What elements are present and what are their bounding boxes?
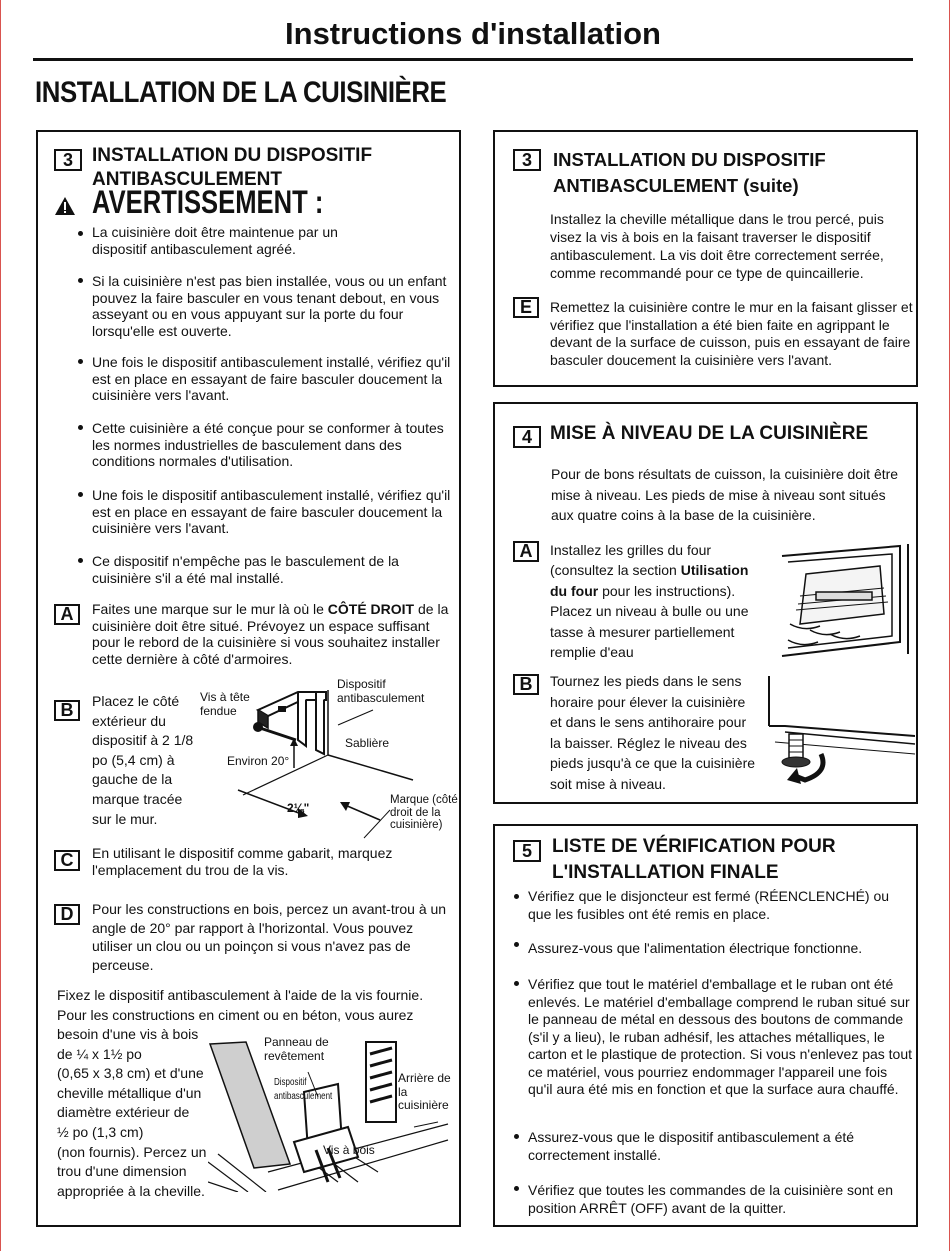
step-b-line: Tournez les pieds dans le sens — [550, 673, 742, 689]
step-a-line — [550, 560, 790, 580]
step-a-line-bold: Utilisation — [680, 562, 749, 579]
bullet-dot — [514, 981, 519, 986]
fix-line: ½ po (1,3 cm) — [57, 1123, 144, 1140]
section-title: INSTALLATION DE LA CUISINIÈRE — [35, 76, 447, 109]
step-a-bold: CÔTÉ DROIT — [327, 601, 415, 617]
checklist-item: Vérifiez que le disjoncteur est fermé (RÉENCLENCHÉ) ou que les fusibles ont été remis en place. — [528, 888, 890, 922]
step-title: INSTALLATION DU DISPOSITIF ANTIBASCULEMENT (suite) — [553, 149, 826, 196]
warning-bullet: Ce dispositif n'empêche pas le basculement de la cuisinière s'il a été mal installé. — [92, 553, 399, 586]
step-b-line: la baisser. Réglez le niveau des — [550, 734, 747, 751]
step-a-line: remplie d'eau — [550, 644, 634, 661]
step-a-text — [92, 601, 457, 667]
bullet-dot — [78, 359, 83, 364]
warning-bullet: Une fois le dispositif antibasculement installé, vérifiez qu'il est en place en essayant de faire basculer doucement la cuisinière vers l'avant. — [92, 487, 451, 536]
right-bottom-panel — [493, 824, 918, 1227]
fix-line: (non fournis). Percez un — [57, 1143, 207, 1160]
label-dispositif: Dispositif antibasculement — [337, 677, 425, 705]
page-edge-left — [0, 0, 1, 1251]
step-a-text-post: de la cuisinière doit être situé. Prévoyez un espace suffisant pour le rebord de la cuisinière si vous souhaitez installer cette dernière à côté d'armoires. — [92, 601, 449, 667]
step-b-line: pieds jusqu'à ce que la cuisinière — [550, 755, 756, 771]
label-dispositif-2: Dispositif antibasculement — [274, 1077, 333, 1102]
step-number: 3 — [54, 149, 82, 171]
label-arriere: Arrière de la cuisinière — [398, 1071, 451, 1112]
step-a-text — [550, 540, 790, 662]
step-c-text: En utilisant le dispositif comme gabarit, marquez l'emplacement du trou de la vis. — [92, 845, 393, 878]
fix-line: (0,65 x 3,8 cm) et d'une — [57, 1065, 204, 1082]
fix-line: de ¼ x 1½ po — [57, 1045, 142, 1062]
step-b-text: Placez le côté extérieur du dispositif à 2 1/8 po (5,4 cm) à gauche de la marque tracée sur le mur. — [92, 693, 194, 827]
step-letter-d: D — [54, 904, 80, 925]
step-letter-b: B — [54, 700, 80, 721]
bullet-dot — [514, 942, 519, 947]
leveling-leg-illustration — [765, 674, 915, 794]
right-middle-panel — [493, 402, 918, 804]
step-a-line-bold: du four — [550, 582, 599, 599]
warning-title: AVERTISSEMENT : — [92, 184, 324, 220]
bullet-dot — [78, 231, 83, 236]
fix-lines — [57, 1025, 217, 1201]
bullet-dot — [78, 425, 83, 430]
step-letter-a: A — [513, 541, 539, 562]
step-a-line: tasse à mesurer partiellement — [550, 623, 735, 640]
checklist-item: Assurez-vous que le dispositif antibasculement a été correctement installé. — [528, 1129, 855, 1163]
step-a-line-part: (consultez la section — [550, 562, 681, 579]
step-d-text: Pour les constructions en bois, percez un avant-trou à un angle de 20° par rapport à l'horizontal. Vous pouvez utiliser un clou ou un poinçon si vous n'avez pas de perceuse. — [92, 901, 447, 973]
label-marque: Marque (côté droit de la cuisinière) — [390, 794, 458, 831]
continuation-paragraph: Installez la cheville métallique dans le trou percé, puis visez la vis à bois en la faisant traverser le dispositif antibasculement. La vis doit être correctement serrée, comme recommandé pour ce type de quincaillerie. — [550, 211, 884, 281]
checklist-item: Vérifiez que toutes les commandes de la cuisinière sont en position ARRÊT (OFF) avant de la quitter. — [528, 1182, 893, 1216]
warning-bullet: Cette cuisinière a été conçue pour se conformer à toutes les normes industrielles de basculement dans des conditions normales d'utilisation. — [92, 420, 444, 469]
label-sabliere: Sablière — [345, 736, 390, 750]
bullet-dot — [514, 1186, 519, 1191]
step-a-line: Placez un niveau à bulle ou une — [550, 603, 749, 620]
oven-rack-illustration — [780, 544, 916, 664]
step-a-text-pre: Faites une marque sur le mur là où le — [92, 601, 328, 617]
warning-bullet: Si la cuisinière n'est pas bien installée, vous ou un enfant pouvez la faire basculer en vous tenant debout, en vous asseyant ou en vous appuyant sur la porte du four lorsqu'elle est ouverte. — [92, 273, 447, 339]
fix-line: besoin d'une vis à bois — [57, 1026, 199, 1042]
step-b-line: horaire pour élever la cuisinière — [550, 693, 746, 710]
step-number: 3 — [513, 149, 541, 171]
step-title: MISE À NIVEAU DE LA CUISINIÈRE — [550, 423, 869, 444]
step-number: 5 — [513, 840, 541, 862]
step-a-line: Installez les grilles du four — [550, 542, 712, 558]
checklist-item: Vérifiez que tout le matériel d'emballage et le ruban ont été enlevés. Le matériel d'emballage comprend le ruban situé sur le panneau de métal en dessous des boutons de commande (s'il y a lieu), le ruban adhésif, les attaches métalliques, le carton et le plastique de protection. Si vous n'enlevez pas tout ce matériel, vous pourriez endommager l'appareil une fois qu'il aura été mis en fonction et que la surface aura chauffé. — [528, 976, 913, 1097]
label-vis-a-bois: Vis à bois — [323, 1143, 375, 1157]
label-dimension: 2⅛" — [287, 801, 310, 815]
fix-line: diamètre extérieur de — [57, 1104, 190, 1121]
right-top-panel — [493, 130, 918, 387]
step-letter-a: A — [54, 604, 80, 625]
step-b-line: et dans le sens antihoraire pour — [550, 714, 747, 730]
step-title: INSTALLATION DU DISPOSITIF ANTIBASCULEMENT — [92, 145, 373, 190]
bullet-dot — [78, 558, 83, 563]
fix-line: cheville métallique d'un — [57, 1084, 202, 1101]
bullet-dot — [78, 278, 83, 283]
bullet-dot — [514, 894, 519, 899]
step-number: 4 — [513, 426, 541, 448]
step-b-text — [550, 671, 785, 794]
step-title: LISTE DE VÉRIFICATION POUR L'INSTALLATION FINALE — [552, 836, 836, 883]
left-panel — [36, 130, 461, 1227]
label-panneau: Panneau de revêtement — [264, 1035, 329, 1063]
warning-bullet: La cuisinière doit être maintenue par un dispositif antibasculement agréé. — [92, 224, 338, 257]
checklist-item: Assurez-vous que l'alimentation électrique fonctionne. — [528, 940, 863, 956]
step-a-line — [550, 581, 790, 601]
step-e-text: Remettez la cuisinière contre le mur en la faisant glisser et vérifiez que l'installation a été bien faite en agrippant le devant de la surface de cuisson, puis en essayant de faire basculer doucement la cuisinière vers l'avant. — [550, 299, 913, 368]
step-b-line: soit mise à niveau. — [550, 775, 666, 792]
step-letter-e: E — [513, 297, 539, 318]
step-a-line-part: pour les instructions). — [598, 582, 736, 599]
label-vis-tete-fendue: Vis à tête fendue — [200, 690, 250, 718]
label-environ-20: Environ 20° — [227, 754, 290, 768]
fix-line: trou d'une dimension — [57, 1163, 187, 1180]
warning-icon — [54, 196, 76, 216]
leveling-paragraph: Pour de bons résultats de cuisson, la cuisinière doit être mise à niveau. Les pieds de mise à niveau sont situés aux quatre coins à la base de la cuisinière. — [551, 466, 899, 523]
bullet-dot — [78, 492, 83, 497]
bullet-dot — [514, 1134, 519, 1139]
step-letter-c: C — [54, 850, 80, 871]
step-letter-b: B — [513, 674, 539, 695]
fix-paragraph: Fixez le dispositif antibasculement à l'aide de la vis fournie. Pour les constructions en ciment ou en béton, vous aurez — [57, 987, 424, 1023]
page-header: Instructions d'installation — [33, 14, 913, 61]
fix-line: appropriée à la cheville. — [57, 1182, 205, 1199]
warning-bullet: Une fois le dispositif antibasculement installé, vérifiez qu'il est en place en essayant de faire basculer doucement la cuisinière vers l'avant. — [92, 354, 451, 403]
